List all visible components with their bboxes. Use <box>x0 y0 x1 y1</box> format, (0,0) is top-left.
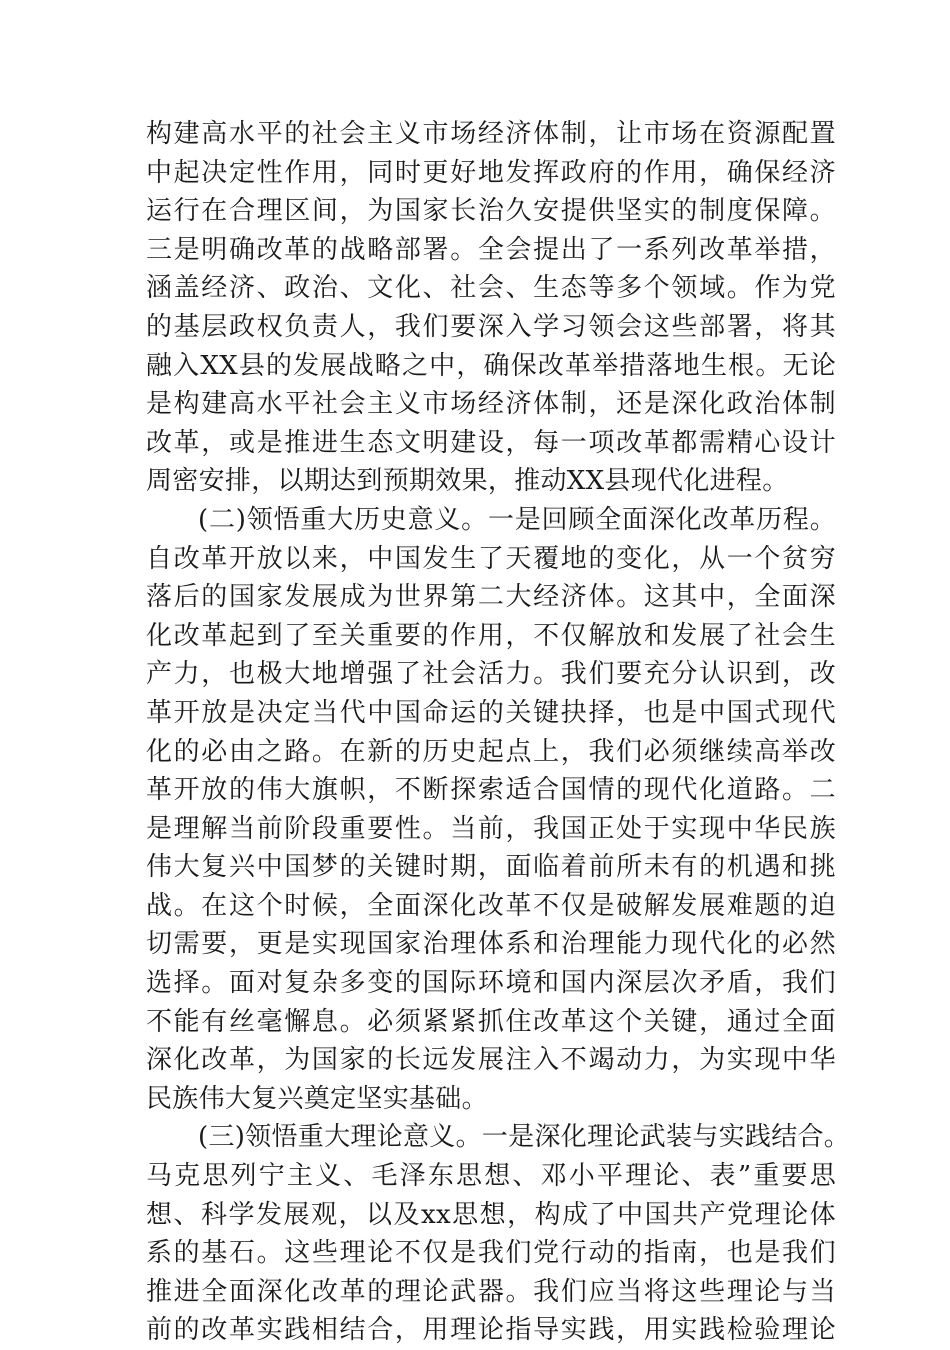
text-line: 是理解当前阶段重要性。当前，我国正处于实现中华民族 <box>146 813 836 844</box>
text-line: 伟大复兴中国梦的关键时期，面临着前所未有的机遇和挑 <box>146 852 836 883</box>
text-line: 马克思列宁主义、毛泽东思想、邓小平理论、表”重要思 <box>146 1161 836 1192</box>
text-line: 周密安排，以期达到预期效果，推动XX县现代化进程。 <box>146 466 789 497</box>
text-line: 前的改革实践相结合，用理论指导实践，用实践检验理论 <box>146 1315 836 1346</box>
text-line: 构建高水平的社会主义市场经济体制，让市场在资源配置 <box>146 119 836 149</box>
text-line: 是构建高水平社会主义市场经济体制，还是深化政治体制 <box>146 389 836 420</box>
text-line: 选择。面对复杂多变的国际环境和国内深层次矛盾，我们 <box>146 968 836 999</box>
text-line: 化的必由之路。在新的历史起点上，我们必须继续高举改 <box>146 736 836 767</box>
text-line: 运行在合理区间，为国家长治久安提供坚实的制度保障。 <box>146 196 836 227</box>
text-line: 革开放的伟大旗帜，不断探索适合国情的现代化道路。二 <box>146 775 836 806</box>
text-line: 落后的国家发展成为世界第二大经济体。这其中，全面深 <box>146 582 836 613</box>
text-line: 改革，或是推进生态文明建设，每一项改革都需精心设计 <box>146 427 836 458</box>
text-line: 中起决定性作用，同时更好地发挥政府的作用，确保经济 <box>146 157 836 188</box>
text-line: 民族伟大复兴奠定坚实基础。 <box>146 1083 488 1114</box>
text-line: 化改革起到了至关重要的作用，不仅解放和发展了社会生 <box>146 620 836 651</box>
text-line: 革开放是决定当代中国命运的关键抉择，也是中国式现代 <box>146 697 836 728</box>
section-heading-line: (三)领悟重大理论意义。一是深化理论武装与实践结合。 <box>198 1122 851 1153</box>
text-line: 涵盖经济、政治、文化、社会、生态等多个领域。作为党 <box>146 273 836 304</box>
text-line: 三是明确改革的战略部署。全会提出了一系列改革举措， <box>146 234 836 265</box>
text-line: 自改革开放以来，中国发生了天覆地的变化，从一个贫穷 <box>146 543 836 574</box>
text-line: 深化改革，为国家的长远发展注入不竭动力，为实现中华 <box>146 1045 836 1076</box>
text-line: 不能有丝毫懈息。必须紧紧抓住改革这个关键，通过全面 <box>146 1006 836 1037</box>
body-text <box>146 115 851 1350</box>
text-line: 的基层政权负责人，我们要深入学习领会这些部署，将其 <box>146 311 836 342</box>
text-line: 想、科学发展观，以及xx思想，构成了中国共产党理论体 <box>146 1199 836 1230</box>
text-line: 战。在这个时候，全面深化改革不仅是破解发展难题的迫 <box>146 890 836 921</box>
text-line: 切需要，更是实现国家治理体系和治理能力现代化的必然 <box>146 929 836 960</box>
text-line: 系的基石。这些理论不仅是我们党行动的指南，也是我们 <box>146 1238 836 1269</box>
section-heading-line: (二)领悟重大历史意义。一是回顾全面深化改革历程。 <box>198 504 836 535</box>
text-line: 融入XX县的发展战略之中，确保改革举措落地生根。无论 <box>146 350 836 381</box>
text-line: 产力，也极大地增强了社会活力。我们要充分认识到，改 <box>146 659 836 690</box>
text-line: 推进全面深化改革的理论武器。我们应当将这些理论与当 <box>146 1276 836 1307</box>
